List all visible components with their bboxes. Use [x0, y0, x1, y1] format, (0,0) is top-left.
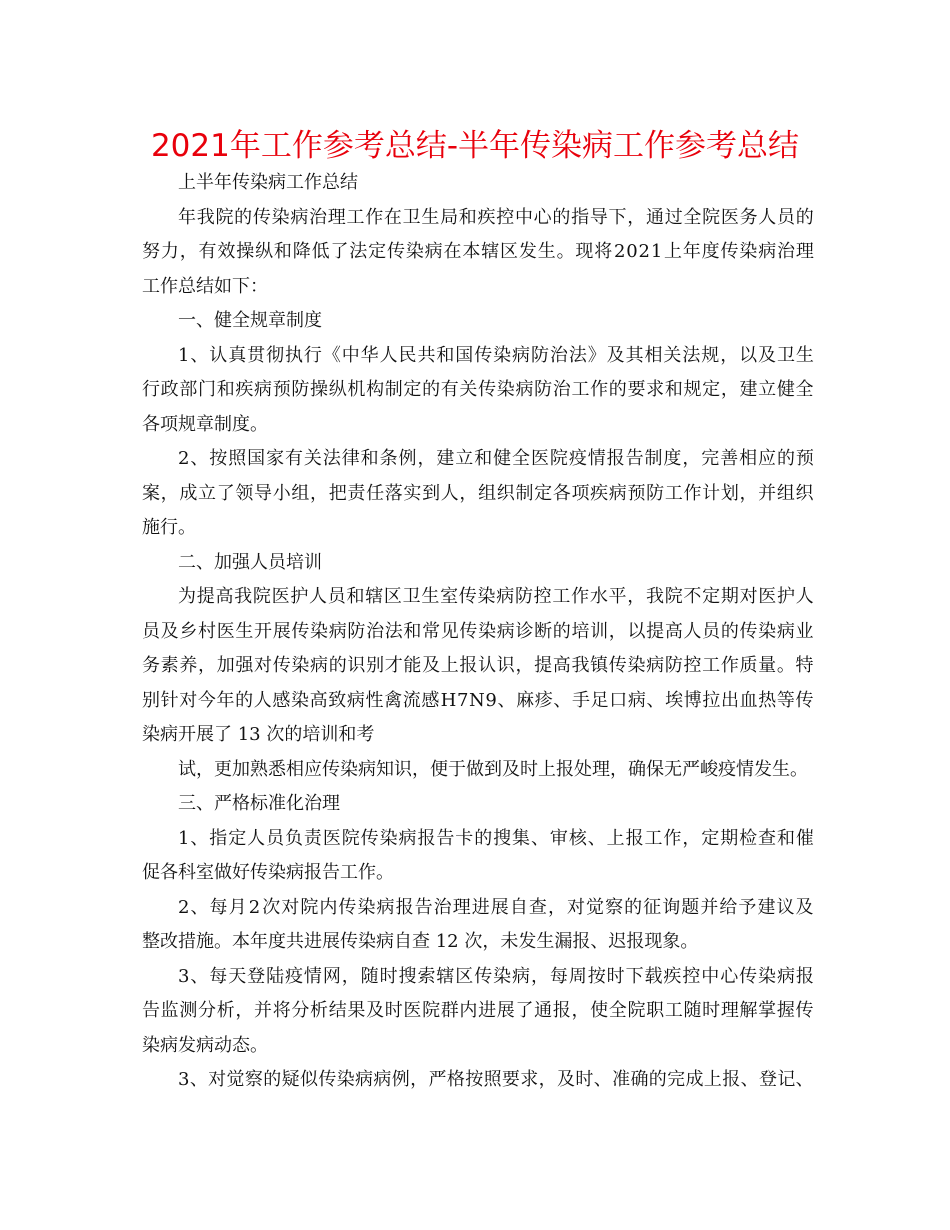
text-line: 2 、 按 照 国 家 有 关 法 律 和 条 例 ， 建 立 和 健 全 医 院 疫 情 报 告 制 度 ， 完 善 相 应 的 预: [178, 448, 814, 469]
text-line: 施行。: [142, 517, 196, 538]
text-line: 促各科室做好传染病报告工作。: [142, 862, 394, 883]
text-line: 工作总结如下：: [142, 275, 268, 297]
document-body: [142, 166, 814, 1098]
text-line: 三、严格标准化治理: [178, 793, 340, 814]
text-line: 3 、 每 天 登 陆 疫 情 网 ， 随 时 搜 索 辖 区 传 染 病 ， 每 周 按 时 下 载 疾 控 中 心 传 染 病 报: [178, 965, 814, 987]
text-line: 整改措施。本年度共进展传染病自查 12 次，未发生漏报、迟报现象。: [142, 931, 699, 952]
text-line: 努 力 ， 有 效 操 纵 和 降 低 了 法 定 传 染 病 在 本 辖 区 发 生 。 现 将 2 0 2 1 上 年 度 传 染 病 治 理: [142, 241, 814, 262]
text-line: 一、健全规章制度: [178, 310, 322, 331]
text-line: 染病发病动态。: [142, 1034, 268, 1056]
text-line: 1 、 指 定 人 员 负 责 医 院 传 染 病 报 告 卡 的 搜 集 、 审 核 、 上 报 工 作 ， 定 期 检 查 和 催: [178, 827, 814, 849]
text-line: 2 、 每 月 2 次 对 院 内 传 染 病 报 告 治 理 进 展 自 查 ， 对 觉 察 的 征 询 题 并 给 予 建 议 及: [178, 896, 814, 918]
text-line: 务 素 养 ， 加 强 对 传 染 病 的 识 别 才 能 及 上 报 认 识 ， 提 高 我 镇 传 染 病 防 控 工 作 质 量 。 特: [142, 655, 814, 676]
text-line: 告 监 测 分 析 ， 并 将 分 析 结 果 及 时 医 院 群 内 进 展 了 通 报 ， 使 全 院 职 工 随 时 理 解 掌 握 传: [142, 1000, 814, 1021]
document-title: 2021年工作参考总结-半年传染病工作参考总结: [150, 128, 800, 164]
text-line: 为 提 高 我 院 医 护 人 员 和 辖 区 卫 生 室 传 染 病 防 控 工 作 水 平 ， 我 院 不 定 期 对 医 护 人: [178, 586, 814, 607]
text-line: 别 针 对 今 年 的 人 感 染 高 致 病 性 禽 流 感 H 7 N 9 、 麻 疹 、 手 足 口 病 、 埃 博 拉 出 血 热 等 传: [142, 689, 814, 711]
text-line: 各项规章制度。: [142, 413, 268, 435]
text-line: 二、加强人员培训: [178, 551, 322, 573]
text-line: 试，更加熟悉相应传染病知识，便于做到及时上报处理，确保无严峻疫情发生。: [178, 758, 808, 780]
text-line: 年 我 院 的 传 染 病 治 理 工 作 在 卫 生 局 和 疾 控 中 心 的 指 导 下 ， 通 过 全 院 医 务 人 员 的: [178, 206, 814, 228]
text-line: 员 及 乡 村 医 生 开 展 传 染 病 防 治 法 和 常 见 传 染 病 诊 断 的 培 训 ， 以 提 高 人 员 的 传 染 病 业: [142, 620, 814, 642]
text-line: 案 ， 成 立 了 领 导 小 组 ， 把 责 任 落 实 到 人 ， 组 织 制 定 各 项 疾 病 预 防 工 作 计 划 ， 并 组 织: [142, 482, 814, 504]
text-line: 行 政 部 门 和 疾 病 预 防 操 纵 机 构 制 定 的 有 关 传 染 病 防 治 工 作 的 要 求 和 规 定 ， 建 立 健 全: [142, 379, 814, 400]
text-line: 1 、 认 真 贯 彻 执 行 《 中 华 人 民 共 和 国 传 染 病 防 治 法 》 及 其 相 关 法 规 ， 以 及 卫 生: [178, 344, 814, 366]
text-line: 3 、 对 觉 察 的 疑 似 传 染 病 病 例 ， 严 格 按 照 要 求 ， 及 时 、 准 确 的 完 成 上 报 、 登 记 、: [178, 1069, 814, 1090]
text-line: 染病开展了 13 次的培训和考: [142, 724, 375, 745]
text-line: 上半年传染病工作总结: [178, 172, 358, 193]
